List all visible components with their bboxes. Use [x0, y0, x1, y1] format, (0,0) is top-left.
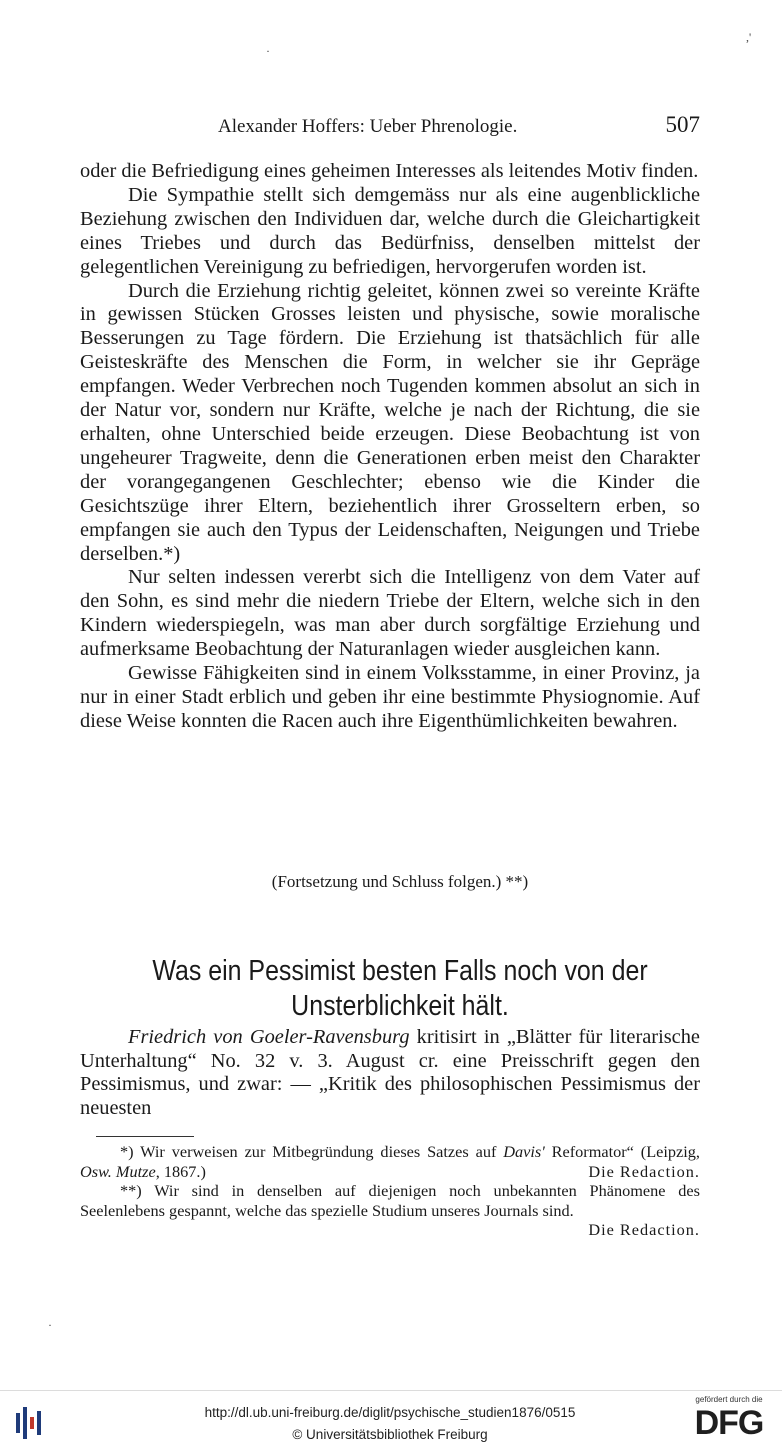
- paragraph: [80, 1026, 700, 1120]
- permalink-url[interactable]: http://dl.ub.uni-freiburg.de/diglit/psychische_studien1876/0515: [204, 1405, 576, 1420]
- footnote-text: *) Wir verweisen zur Mitbegründung dieses Satzes auf: [120, 1142, 504, 1161]
- article-title-line: Unsterblichkeit hält.: [291, 990, 509, 1022]
- article-text: kritisirt in „Blätter für literarische Unterhaltung“ No. 32 v. 3. August cr. eine Preisschrift gegen den Pessimismus, und zwar: — „Kritik des philosophischen Pessimismus der neuesten: [80, 1026, 700, 1119]
- footnote-text: **) Wir sind in denselben auf diejenigen noch unbekannten Phänomene des Seelenlebens gespannt, welche das spezielle Studium unseres Journals sind.: [80, 1181, 700, 1220]
- footnote-signature: Die Redaction.: [588, 1161, 700, 1181]
- copyright-notice: © Universitätsbibliothek Freiburg: [292, 1427, 488, 1442]
- continuation-note: (Fortsetzung und Schluss folgen.) **): [271, 872, 529, 891]
- footnote-italic: Davis': [503, 1142, 545, 1161]
- dfg-caption: gefördert durch die: [695, 1395, 763, 1404]
- footnote-rule: [96, 1136, 194, 1137]
- footnote-signature: Die Redaction.: [588, 1220, 700, 1240]
- footnote-text: Reformator“ (Leipzig,: [544, 1142, 700, 1161]
- body-text: [80, 160, 700, 734]
- scan-speck: ·: [266, 44, 270, 58]
- article-body: [80, 1026, 700, 1120]
- footnotes: [80, 1142, 700, 1240]
- scan-speck: ·: [48, 1318, 52, 1332]
- paragraph: Die Sympathie stellt sich demgemäss nur als eine augenblickliche Beziehung zwischen den Individuen dar, welche durch die Gleichartigkeit eines Triebes und durch das Bedürfniss, denselben mittelst der gelegentlichen Vereinigung zu befriedigen, hervorgerufen worden ist.: [80, 183, 700, 278]
- article-title-line: Was ein Pessimist besten Falls noch von der: [152, 955, 648, 987]
- footnote-text: , 1867.): [155, 1161, 206, 1181]
- running-title: Alexander Hoffers: Ueber Phrenologie.: [218, 116, 518, 137]
- article-author: Friedrich von Goeler-Ravensburg: [128, 1026, 410, 1048]
- running-header: [80, 112, 700, 142]
- page-number: 507: [665, 112, 700, 137]
- footnote-2: [80, 1181, 700, 1240]
- dfg-logo: [686, 1395, 772, 1447]
- paragraph: oder die Befriedigung eines geheimen Interesses als leitendes Motiv finden.: [80, 160, 699, 182]
- dfg-wordmark: DFG: [694, 1404, 764, 1442]
- paragraph: Nur selten indessen vererbt sich die Intelligenz von dem Vater auf den Sohn, es sind mehr die niedern Triebe der Eltern, welche sich in den Kindern wiederspiegeln, was man aber durch sorgfältige Erziehung und aufmerksame Beobachtung der Naturanlagen wieder ausgleichen kann.: [80, 566, 700, 661]
- viewer-footer: [0, 1390, 782, 1450]
- paragraph: Durch die Erziehung richtig geleitet, können zwei so vereinte Kräfte in gewissen Stücken Grosses leisten und physische, sowie moralische Besserungen zu Tage fördern. Die Erziehung ist thatsächlich für alle Geisteskräfte des Menschen die Form, in welcher sie ihr Gepräge empfangen. Weder Verbrechen noch Tugenden kommen absolut an sich in der Natur vor, sondern nur Kräfte, welche je nach der Richtung, die sie erhalten, ohne Unterschied beide erzeugen. Diese Beobachtung ist von ungeheurer Tragweite, denn die Generationen erben meist den Charakter der vorangegangenen Geschlechter; ebenso wie die Kinder die Gesichtszüge ihrer Eltern, beziehentlich ihrer Grosseltern erben, so empfangen sie auch den Typus der Leidenschaften, Neigungen und Triebe derselben.*): [80, 279, 700, 565]
- library-logo-icon: [14, 1403, 48, 1443]
- scan-speck: ,': [746, 30, 752, 44]
- paragraph: Gewisse Fähigkeiten sind in einem Volksstamme, in einer Provinz, ja nur in einer Stadt erblich und geben ihr eine bestimmte Physiognomie. Auf diese Weise konnten die Racen auch ihre Eigenthümlichkeiten bewahren.: [80, 662, 700, 732]
- footnote-italic: Osw. Mutze: [80, 1161, 156, 1181]
- article-title: [108, 954, 693, 1024]
- footnote-1: [80, 1142, 700, 1181]
